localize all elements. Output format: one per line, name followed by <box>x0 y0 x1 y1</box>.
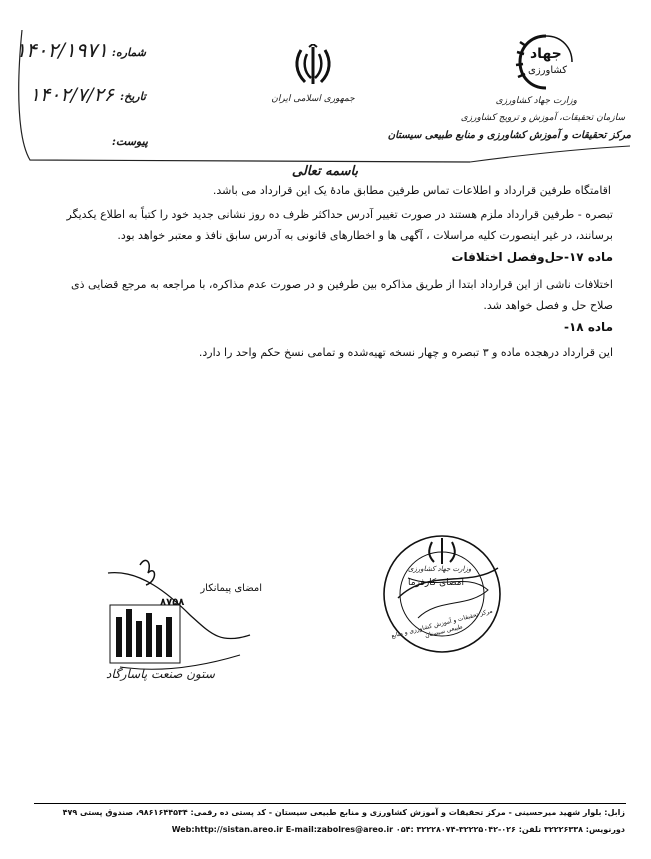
paragraph-4: این قرارداد درهجده ماده و ۳ تبصره و چهار نسخه تهیه‌شده و تمامی نسخ حکم واحد را دارد. <box>198 346 613 359</box>
org-line-organization: سازمان تحقیقات، آموزش و ترویج کشاورزی <box>460 113 625 123</box>
footer-contact: دورنویس: ۳۲۲۲۶۳۳۸ تلفن: ۰۲۶-۳۲۲۲۵۰۴۲-۳۲۲۲۸۰۷۴ :۰۵۴ Web:http://sistan.areo.ir E-mail:zabolres@areo.ir <box>171 825 625 834</box>
contractor-stamp-number: ۸۷۵۸ <box>160 597 185 608</box>
logo-word-main: جهاد <box>530 46 562 62</box>
employer-seal-ring: مرکز تحقیقات و آموزش کشاورزی و منابع طبیعی سیستان <box>390 607 494 640</box>
contractor-stamp-icon <box>100 555 270 705</box>
org-line-center: مرکز تحقیقات و آموزش کشاورزی و منابع طبیعی سیستان <box>387 130 631 141</box>
paragraph-2-line-2: برسانند، در غیر اینصورت کلیه مراسلات ، آگهی ها و اخطارهای قانونی به آدرس سابق نافذ و معتبر خواهد بود. <box>117 229 613 242</box>
date-value: ۱۴۰۲/۷/۲۶ <box>29 84 114 106</box>
number-value: ۱۴۰۲/۱۹۷۱ <box>15 38 108 62</box>
contractor-company: ستون صنعت پاسارگاد <box>106 667 215 681</box>
header-frame <box>0 0 651 165</box>
article-18-title: ماده ۱۸- <box>564 320 613 334</box>
contractor-label: امضای پیمانکار <box>200 583 262 594</box>
paragraph-3-line-2: صلاح حل و فصل خواهد شد. <box>483 299 613 312</box>
article-17-title: ماده ۱۷-حل‌وفصل اختلافات <box>451 250 613 264</box>
paragraph-2-line-1: تبصره - طرفین قرارداد ملزم هستند در صورت تغییر آدرس حداکثر ظرف ده روز نشانی جدید خود را کتباً به اطلاع یکدیگر <box>66 208 613 221</box>
employer-label: امضای کارفرما <box>408 578 464 588</box>
logo-word-sub: کشاورزی <box>528 65 568 76</box>
number-label: شماره: <box>111 46 146 59</box>
employer-seal-text: وزارت جهاد کشاورزی <box>408 565 472 573</box>
invocation: باسمه تعالی <box>291 164 359 179</box>
attachment-label: پیوست: <box>111 135 148 148</box>
footer-address: زابل: بلوار شهید میرحسینی - مرکز تحقیقات و آموزش کشاورزی و منابع طبیعی سیستان - کد پستی ده رقمی: ۹۸۶۱۶۴۴۵۳۴، صندوق پستی ۴۷۹ <box>62 808 625 817</box>
contractor-signature-block <box>100 555 270 705</box>
date-label: تاریخ: <box>120 90 146 103</box>
paragraph-1: اقامتگاه طرفین قرارداد و اطلاعات تماس طرفین مطابق مادهٔ یک این قرارداد می باشد. <box>212 184 611 197</box>
emblem-caption: جمهوری اسلامی ایران <box>271 94 355 104</box>
org-line-ministry: وزارت جهاد کشاورزی <box>495 96 577 106</box>
employer-seal-block <box>378 528 508 658</box>
paragraph-3-line-1: اختلافات ناشی از این قرارداد ابتدا از طریق مذاکره بین طرفین و در صورت عدم مذاکره، با مراجعه به مرجع قضایی ذی <box>71 278 613 291</box>
footer-divider <box>34 803 626 804</box>
header <box>0 0 651 165</box>
